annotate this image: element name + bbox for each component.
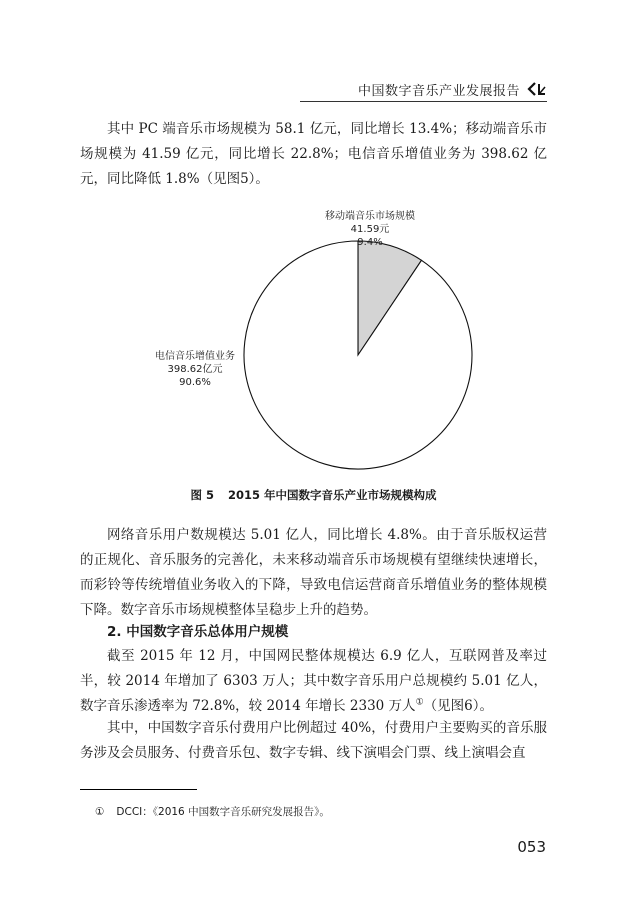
running-title: 中国数字音乐产业发展报告	[357, 83, 520, 99]
paragraph-text: 截至 2015 年 12 月，中国网民整体规模达 6.9 亿人，互联网普及率过半，较 2014 年增加了 6303 万人；其中数字音乐用户总规模约 5.01 亿人，数字音乐渗透率为 72.8%，较 2014 年增长 2330 万人	[80, 648, 547, 714]
paragraph-paid-users: 其中，中国数字音乐付费用户比例超过 40%，付费用户主要购买的音乐服务涉及会员服务、付费音乐包、数字专辑、线下演唱会门票、线上演唱会直	[80, 720, 547, 761]
section-heading: 2. 中国数字音乐总体用户规模	[107, 624, 289, 640]
paragraph-text-cont: （见图6）。	[423, 698, 493, 714]
figure-title: 2015 年中国数字音乐产业市场规模构成	[228, 488, 437, 502]
pie-slice-telecom	[244, 241, 472, 469]
running-head	[300, 78, 546, 100]
figure-caption	[80, 487, 547, 503]
slice-label-telecom: 电信音乐增值业务	[155, 351, 235, 362]
slice-label-mobile: 移动端音乐市场规模	[325, 211, 415, 222]
slice-value-telecom: 398.62亿元	[167, 364, 223, 375]
figure-number: 图 5	[190, 488, 214, 502]
footnote-mark: ①	[95, 806, 105, 818]
paragraph-netizen-scale	[80, 644, 547, 719]
bracket-logo-icon	[526, 81, 546, 97]
paragraph-user-scale: 网络音乐用户数规模达 5.01 亿人，同比增长 4.8%。由于音乐版权运营的正规化、音乐服务的完善化，未来移动端音乐市场规模有望继续快速增长，而彩铃等传统增值业务收入的下降，导致电信运营商音乐增值业务的整体规模下降。数字音乐市场规模整体呈稳步上升的趋势。	[80, 527, 547, 618]
footnote-reference[interactable]: ①	[415, 697, 424, 708]
header-rule	[300, 101, 547, 102]
slice-percent-mobile: 9.4%	[357, 237, 383, 248]
paragraph-market-size: 其中 PC 端音乐市场规模为 58.1 亿元，同比增长 13.4%；移动端音乐市场规模为 41.59 亿元，同比增长 22.8%；电信音乐增值业务为 398.62 亿元，同比降低 1.8%（见图5）。	[80, 121, 547, 187]
slice-percent-telecom: 90.6%	[179, 377, 211, 388]
footnote	[95, 804, 330, 819]
footnote-text: DCCI：《2016 中国数字音乐研究发展报告》。	[116, 806, 330, 818]
slice-value-mobile: 41.59元	[350, 224, 390, 235]
page-number: 053	[517, 838, 546, 856]
footnote-rule	[80, 789, 197, 790]
pie-chart	[140, 200, 500, 480]
